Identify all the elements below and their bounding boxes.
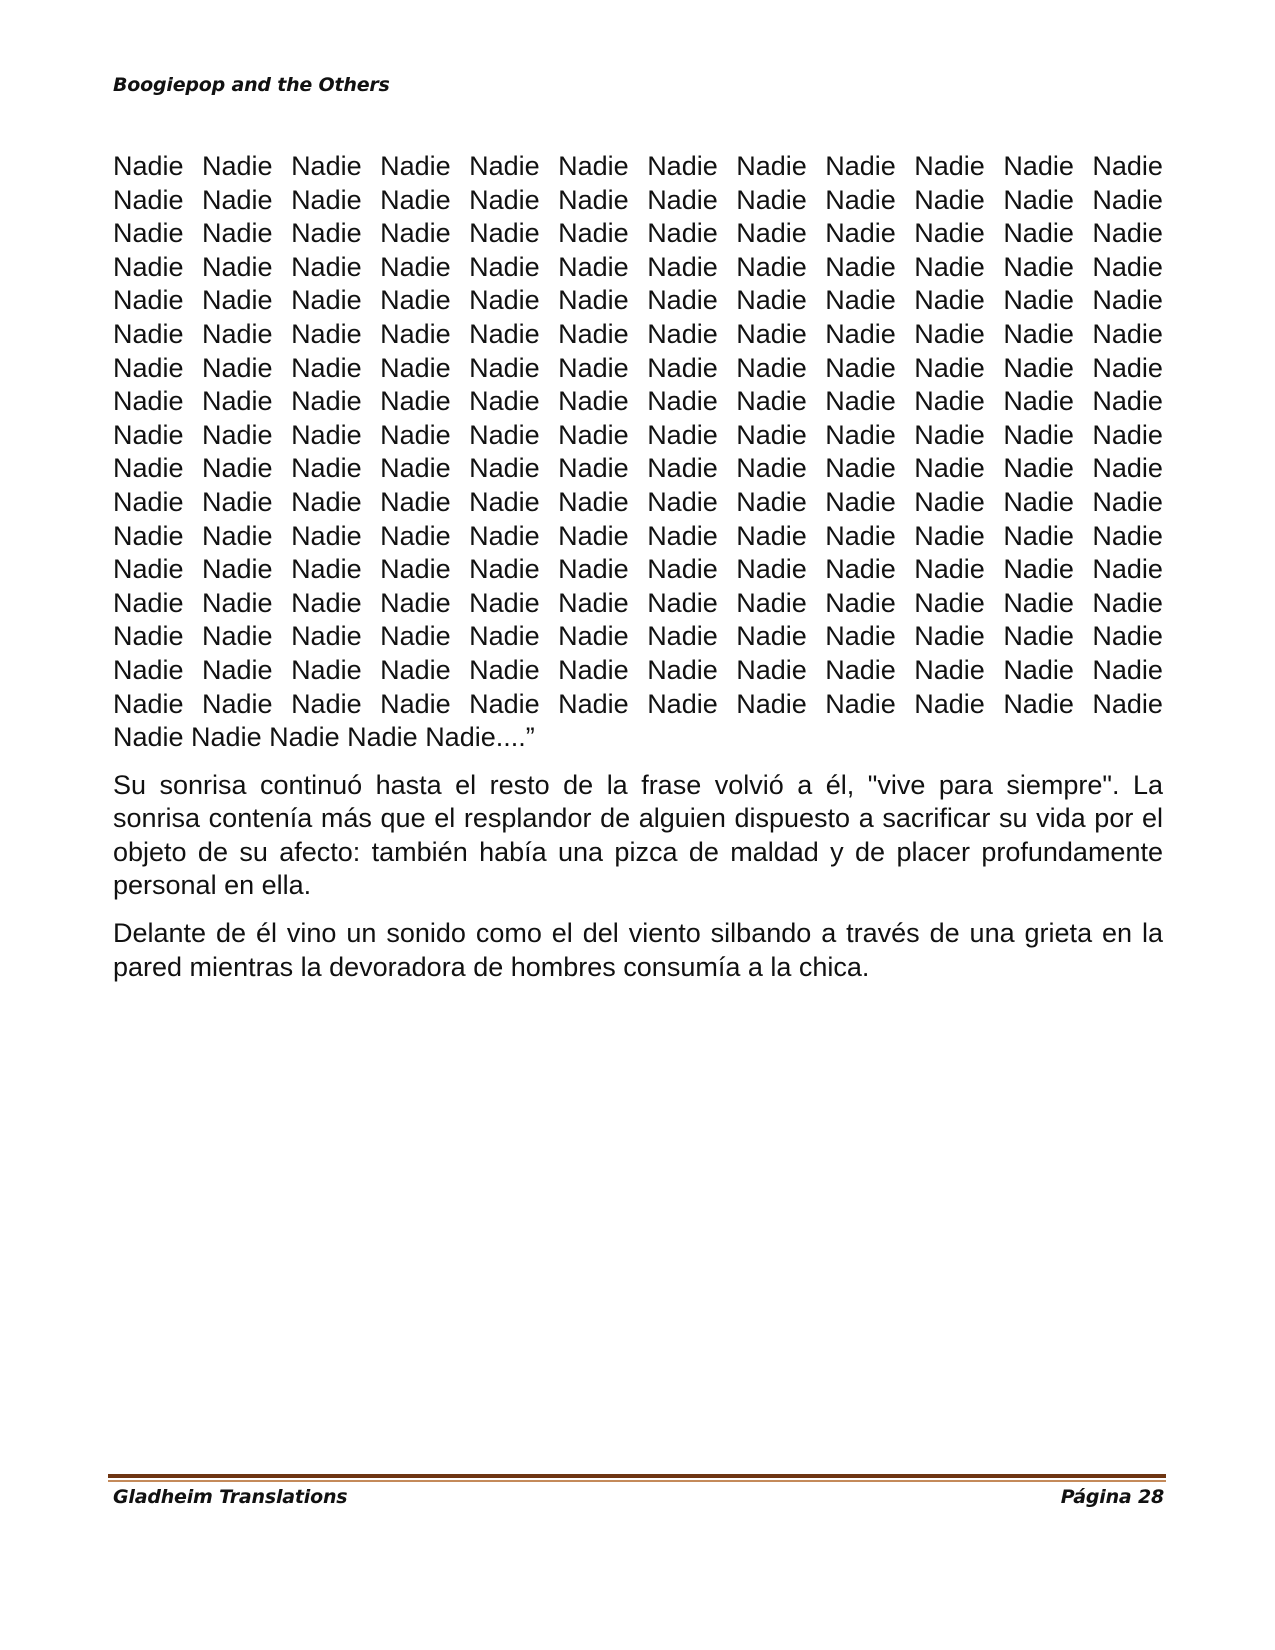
nadie-word: Nadie <box>736 554 807 585</box>
nadie-word: Nadie <box>469 453 540 484</box>
nadie-word: Nadie <box>469 654 540 685</box>
nadie-word: Nadie <box>202 453 273 484</box>
nadie-word: Nadie <box>469 218 540 249</box>
nadie-word: Nadie <box>291 587 362 618</box>
nadie-word: Nadie <box>113 285 184 316</box>
nadie-word: Nadie <box>469 688 540 719</box>
nadie-word: Nadie <box>469 520 540 551</box>
nadie-word: Nadie <box>291 419 362 450</box>
nadie-word: Nadie <box>647 554 718 585</box>
nadie-word: Nadie <box>1003 654 1074 685</box>
nadie-word: Nadie <box>291 151 362 181</box>
nadie-line <box>113 184 1163 218</box>
nadie-word: Nadie <box>202 654 273 685</box>
nadie-word: Nadie <box>1092 218 1163 249</box>
nadie-word: Nadie <box>380 688 451 719</box>
nadie-word: Nadie <box>1003 554 1074 585</box>
nadie-word: Nadie <box>291 184 362 215</box>
nadie-word: Nadie <box>113 688 184 719</box>
nadie-word: Nadie <box>914 352 985 383</box>
nadie-word: Nadie <box>736 688 807 719</box>
nadie-line <box>113 284 1163 318</box>
nadie-word: Nadie <box>1092 285 1163 316</box>
footer-page-number: Página 28 <box>1060 1486 1164 1508</box>
nadie-word: Nadie <box>202 285 273 316</box>
nadie-word: Nadie <box>825 184 896 215</box>
nadie-word: Nadie <box>469 251 540 282</box>
running-header: Boogiepop and the Others <box>113 74 390 96</box>
nadie-word: Nadie <box>647 318 718 349</box>
nadie-word: Nadie <box>647 520 718 551</box>
nadie-word: Nadie <box>1003 318 1074 349</box>
nadie-word: Nadie <box>469 352 540 383</box>
nadie-word: Nadie <box>113 218 184 249</box>
nadie-word: Nadie <box>380 419 451 450</box>
nadie-word: Nadie <box>1003 218 1074 249</box>
nadie-word: Nadie <box>469 621 540 652</box>
nadie-word: Nadie <box>914 453 985 484</box>
nadie-word: Nadie <box>1092 486 1163 517</box>
nadie-word: Nadie <box>469 419 540 450</box>
nadie-word: Nadie <box>380 453 451 484</box>
nadie-word: Nadie <box>469 285 540 316</box>
nadie-word: Nadie <box>202 251 273 282</box>
nadie-word: Nadie <box>914 554 985 585</box>
nadie-word: Nadie <box>558 688 629 719</box>
nadie-line <box>113 587 1163 621</box>
nadie-word: Nadie <box>1003 251 1074 282</box>
nadie-word: Nadie <box>647 151 718 181</box>
nadie-word: Nadie <box>558 251 629 282</box>
nadie-word: Nadie <box>113 486 184 517</box>
nadie-line <box>113 352 1163 386</box>
nadie-word: Nadie <box>558 419 629 450</box>
nadie-word: Nadie <box>825 688 896 719</box>
nadie-word: Nadie <box>202 184 273 215</box>
nadie-word: Nadie <box>113 520 184 551</box>
nadie-word: Nadie <box>202 386 273 417</box>
nadie-word: Nadie <box>914 285 985 316</box>
nadie-line <box>113 452 1163 486</box>
nadie-word: Nadie <box>202 554 273 585</box>
nadie-word: Nadie <box>113 419 184 450</box>
nadie-line <box>113 217 1163 251</box>
nadie-word: Nadie <box>736 654 807 685</box>
nadie-word: Nadie <box>291 486 362 517</box>
nadie-word: Nadie <box>1092 251 1163 282</box>
nadie-lines <box>113 150 1163 721</box>
nadie-word: Nadie <box>469 318 540 349</box>
nadie-word: Nadie <box>1003 352 1074 383</box>
nadie-word: Nadie <box>647 184 718 215</box>
nadie-word: Nadie <box>647 419 718 450</box>
nadie-word: Nadie <box>558 184 629 215</box>
nadie-word: Nadie <box>380 654 451 685</box>
nadie-word: Nadie <box>291 554 362 585</box>
nadie-word: Nadie <box>647 218 718 249</box>
footer-divider-thin <box>108 1480 1166 1482</box>
nadie-word: Nadie <box>825 621 896 652</box>
nadie-word: Nadie <box>380 386 451 417</box>
nadie-word: Nadie <box>380 554 451 585</box>
nadie-word: Nadie <box>736 453 807 484</box>
nadie-word: Nadie <box>380 486 451 517</box>
footer-divider-thick <box>108 1474 1166 1478</box>
nadie-word: Nadie <box>1092 453 1163 484</box>
paragraph-sound: Delante de él vino un sonido como el del viento silbando a través de una grieta en la pared mientras la devoradora de hombres consumía a la chica. <box>113 918 1163 982</box>
nadie-word: Nadie <box>825 453 896 484</box>
nadie-word: Nadie <box>558 151 629 181</box>
nadie-word: Nadie <box>380 520 451 551</box>
nadie-word: Nadie <box>291 688 362 719</box>
nadie-word: Nadie <box>1092 688 1163 719</box>
nadie-word: Nadie <box>825 285 896 316</box>
nadie-word: Nadie <box>291 621 362 652</box>
nadie-line <box>113 318 1163 352</box>
nadie-word: Nadie <box>1092 520 1163 551</box>
nadie-word: Nadie <box>202 352 273 383</box>
nadie-word: Nadie <box>202 520 273 551</box>
nadie-word: Nadie <box>558 318 629 349</box>
nadie-word: Nadie <box>914 419 985 450</box>
nadie-word: Nadie <box>1003 285 1074 316</box>
nadie-word: Nadie <box>825 554 896 585</box>
nadie-word: Nadie <box>825 419 896 450</box>
nadie-line <box>113 419 1163 453</box>
nadie-line <box>113 620 1163 654</box>
paragraph-smile: Su sonrisa continuó hasta el resto de la frase volvió a él, "vive para siempre". La sonrisa contenía más que el resplandor de alguien dispuesto a sacrificar su vida por el objeto de su afecto: también había una pizca de maldad y de placer profundamente personal en ella. <box>113 769 1163 901</box>
nadie-word: Nadie <box>914 486 985 517</box>
nadie-word: Nadie <box>647 251 718 282</box>
nadie-word: Nadie <box>736 285 807 316</box>
nadie-word: Nadie <box>291 352 362 383</box>
nadie-word: Nadie <box>1092 386 1163 417</box>
footer-translator: Gladheim Translations <box>113 1486 348 1508</box>
nadie-line <box>113 385 1163 419</box>
nadie-last-line: Nadie Nadie Nadie Nadie Nadie....” <box>113 722 535 753</box>
nadie-word: Nadie <box>914 184 985 215</box>
nadie-word: Nadie <box>914 654 985 685</box>
nadie-word: Nadie <box>380 318 451 349</box>
nadie-word: Nadie <box>647 486 718 517</box>
nadie-word: Nadie <box>380 621 451 652</box>
nadie-word: Nadie <box>736 587 807 618</box>
nadie-word: Nadie <box>825 386 896 417</box>
nadie-word: Nadie <box>647 285 718 316</box>
nadie-line <box>113 486 1163 520</box>
nadie-word: Nadie <box>1092 554 1163 585</box>
nadie-word: Nadie <box>380 151 451 181</box>
nadie-word: Nadie <box>202 318 273 349</box>
nadie-word: Nadie <box>825 587 896 618</box>
nadie-word: Nadie <box>914 621 985 652</box>
nadie-word: Nadie <box>113 453 184 484</box>
nadie-word: Nadie <box>914 318 985 349</box>
nadie-word: Nadie <box>469 554 540 585</box>
nadie-word: Nadie <box>825 318 896 349</box>
nadie-word: Nadie <box>558 486 629 517</box>
nadie-word: Nadie <box>202 218 273 249</box>
nadie-word: Nadie <box>469 386 540 417</box>
nadie-word: Nadie <box>558 587 629 618</box>
nadie-word: Nadie <box>113 621 184 652</box>
nadie-word: Nadie <box>558 554 629 585</box>
nadie-word: Nadie <box>113 151 184 181</box>
nadie-word: Nadie <box>202 419 273 450</box>
nadie-word: Nadie <box>736 520 807 551</box>
nadie-word: Nadie <box>1003 453 1074 484</box>
nadie-word: Nadie <box>558 621 629 652</box>
nadie-word: Nadie <box>113 587 184 618</box>
nadie-line <box>113 520 1163 554</box>
nadie-word: Nadie <box>736 621 807 652</box>
nadie-word: Nadie <box>380 218 451 249</box>
nadie-word: Nadie <box>1092 621 1163 652</box>
nadie-word: Nadie <box>736 151 807 181</box>
nadie-word: Nadie <box>647 386 718 417</box>
nadie-word: Nadie <box>914 151 985 181</box>
nadie-word: Nadie <box>647 654 718 685</box>
nadie-word: Nadie <box>202 587 273 618</box>
nadie-line <box>113 688 1163 722</box>
nadie-word: Nadie <box>291 386 362 417</box>
nadie-word: Nadie <box>113 318 184 349</box>
nadie-word: Nadie <box>113 184 184 215</box>
nadie-word: Nadie <box>113 251 184 282</box>
nadie-word: Nadie <box>914 520 985 551</box>
nadie-word: Nadie <box>291 453 362 484</box>
nadie-word: Nadie <box>914 587 985 618</box>
nadie-word: Nadie <box>202 621 273 652</box>
nadie-word: Nadie <box>914 688 985 719</box>
nadie-word: Nadie <box>1003 621 1074 652</box>
nadie-word: Nadie <box>1003 688 1074 719</box>
nadie-word: Nadie <box>558 520 629 551</box>
nadie-word: Nadie <box>202 486 273 517</box>
nadie-word: Nadie <box>291 251 362 282</box>
nadie-word: Nadie <box>113 352 184 383</box>
nadie-word: Nadie <box>647 621 718 652</box>
nadie-line <box>113 654 1163 688</box>
nadie-word: Nadie <box>825 218 896 249</box>
nadie-word: Nadie <box>380 251 451 282</box>
nadie-word: Nadie <box>914 386 985 417</box>
nadie-word: Nadie <box>825 352 896 383</box>
nadie-word: Nadie <box>736 318 807 349</box>
nadie-word: Nadie <box>736 352 807 383</box>
nadie-word: Nadie <box>1092 654 1163 685</box>
nadie-word: Nadie <box>291 285 362 316</box>
nadie-word: Nadie <box>113 386 184 417</box>
nadie-word: Nadie <box>380 352 451 383</box>
nadie-word: Nadie <box>647 453 718 484</box>
nadie-line <box>113 150 1163 184</box>
nadie-word: Nadie <box>558 386 629 417</box>
nadie-word: Nadie <box>736 251 807 282</box>
nadie-word: Nadie <box>113 554 184 585</box>
nadie-word: Nadie <box>1092 184 1163 215</box>
nadie-word: Nadie <box>202 151 273 181</box>
nadie-word: Nadie <box>647 688 718 719</box>
nadie-word: Nadie <box>825 251 896 282</box>
nadie-word: Nadie <box>380 587 451 618</box>
nadie-word: Nadie <box>1092 318 1163 349</box>
nadie-word: Nadie <box>558 285 629 316</box>
nadie-word: Nadie <box>914 218 985 249</box>
nadie-word: Nadie <box>1003 151 1074 181</box>
nadie-repetition-block <box>113 150 1163 755</box>
nadie-word: Nadie <box>469 486 540 517</box>
nadie-word: Nadie <box>1003 520 1074 551</box>
nadie-word: Nadie <box>291 218 362 249</box>
nadie-word: Nadie <box>558 218 629 249</box>
nadie-word: Nadie <box>113 654 184 685</box>
nadie-word: Nadie <box>291 318 362 349</box>
nadie-word: Nadie <box>1003 486 1074 517</box>
nadie-word: Nadie <box>469 587 540 618</box>
page-content <box>113 150 1163 998</box>
nadie-word: Nadie <box>1003 386 1074 417</box>
nadie-word: Nadie <box>647 587 718 618</box>
nadie-word: Nadie <box>202 688 273 719</box>
nadie-word: Nadie <box>558 352 629 383</box>
nadie-word: Nadie <box>291 654 362 685</box>
nadie-word: Nadie <box>1003 419 1074 450</box>
nadie-word: Nadie <box>1003 184 1074 215</box>
nadie-line <box>113 251 1163 285</box>
nadie-word: Nadie <box>1092 419 1163 450</box>
nadie-word: Nadie <box>1092 587 1163 618</box>
nadie-word: Nadie <box>914 251 985 282</box>
nadie-word: Nadie <box>736 486 807 517</box>
nadie-word: Nadie <box>825 654 896 685</box>
nadie-word: Nadie <box>1092 151 1163 181</box>
nadie-word: Nadie <box>558 453 629 484</box>
nadie-word: Nadie <box>736 419 807 450</box>
nadie-word: Nadie <box>558 654 629 685</box>
nadie-line <box>113 553 1163 587</box>
nadie-word: Nadie <box>1003 587 1074 618</box>
footer-divider <box>108 1474 1166 1482</box>
nadie-word: Nadie <box>291 520 362 551</box>
nadie-word: Nadie <box>825 486 896 517</box>
nadie-word: Nadie <box>469 151 540 181</box>
nadie-word: Nadie <box>825 520 896 551</box>
nadie-word: Nadie <box>469 184 540 215</box>
nadie-word: Nadie <box>736 218 807 249</box>
nadie-word: Nadie <box>647 352 718 383</box>
nadie-word: Nadie <box>380 285 451 316</box>
nadie-word: Nadie <box>380 184 451 215</box>
nadie-word: Nadie <box>825 151 896 181</box>
nadie-word: Nadie <box>736 386 807 417</box>
nadie-word: Nadie <box>736 184 807 215</box>
nadie-word: Nadie <box>1092 352 1163 383</box>
